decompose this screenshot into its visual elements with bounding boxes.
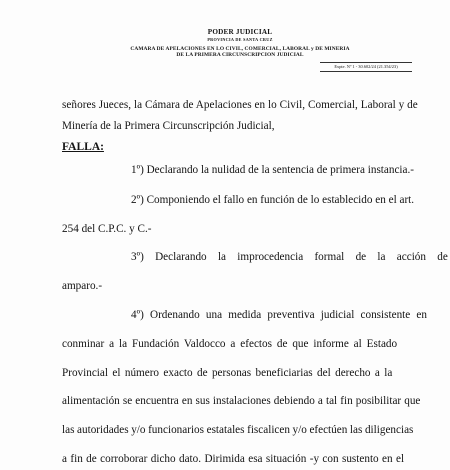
resolution-item-4-line-3: Provincial el número exacto de personas beneficiarias del derecho a la — [62, 367, 393, 379]
letterhead-province: PROVINCIA DE SANTA CRUZ — [207, 36, 273, 42]
resolution-item-3-line-2: amparo.- — [62, 280, 103, 292]
resolution-item-4-line-5: las autoridades y/o funcionarios estatales fiscalicen y/o efectúen las diligencias — [62, 424, 414, 436]
resolution-item-2-line-2: 254 del C.P.C. y C.- — [62, 223, 152, 235]
resolution-item-4-line-6: a fin de corroborar dicho dato. Dirimida esa situación -y con sustento en el — [62, 453, 405, 465]
body-line-1 — [62, 98, 418, 112]
file-reference: Expte. Nº 1 - 30.602/24 (21.354/23) — [320, 62, 412, 72]
resolution-item-4-line-1: 4º) Ordenando una medida preventiva judicial consistente en — [131, 309, 427, 321]
resolution-item-2-line-1: 2º) Componiendo el fallo en función de lo establecido en el art. — [131, 194, 415, 206]
letterhead-title: PODER JUDICIAL — [207, 28, 273, 36]
body-line-2: Minería de la Primera Circunscripción Judicial, — [62, 120, 275, 132]
resolution-item-1: 1º) Declarando la nulidad de la sentencia de primera instancia.- — [131, 164, 415, 176]
resolution-item-3-line-1: 3º) Declarando la improcedencia formal de la acción de — [131, 251, 448, 263]
resolution-item-4-line-4: alimentación se encuentra en sus instalaciones debiendo a tal fin posibilitar que — [62, 395, 421, 407]
falla-heading: FALLA: — [62, 141, 104, 153]
body-line-1-text: señores Jueces, la Cámara de Apelaciones en lo Civil, Comercial, Laboral y de — [62, 99, 418, 111]
resolution-item-4-line-2: conminar a la Fundación Valdocco a efectos de que informe al Estado — [62, 338, 398, 350]
letterhead-chamber: CAMARA DE APELACIONES EN LO CIVIL, COMERCIAL, LABORAL y DE MINERIA — [130, 45, 350, 52]
letterhead — [110, 29, 370, 59]
letterhead-circumscription: DE LA PRIMERA CIRCUNSCRIPCION JUDICIAL — [176, 52, 304, 59]
